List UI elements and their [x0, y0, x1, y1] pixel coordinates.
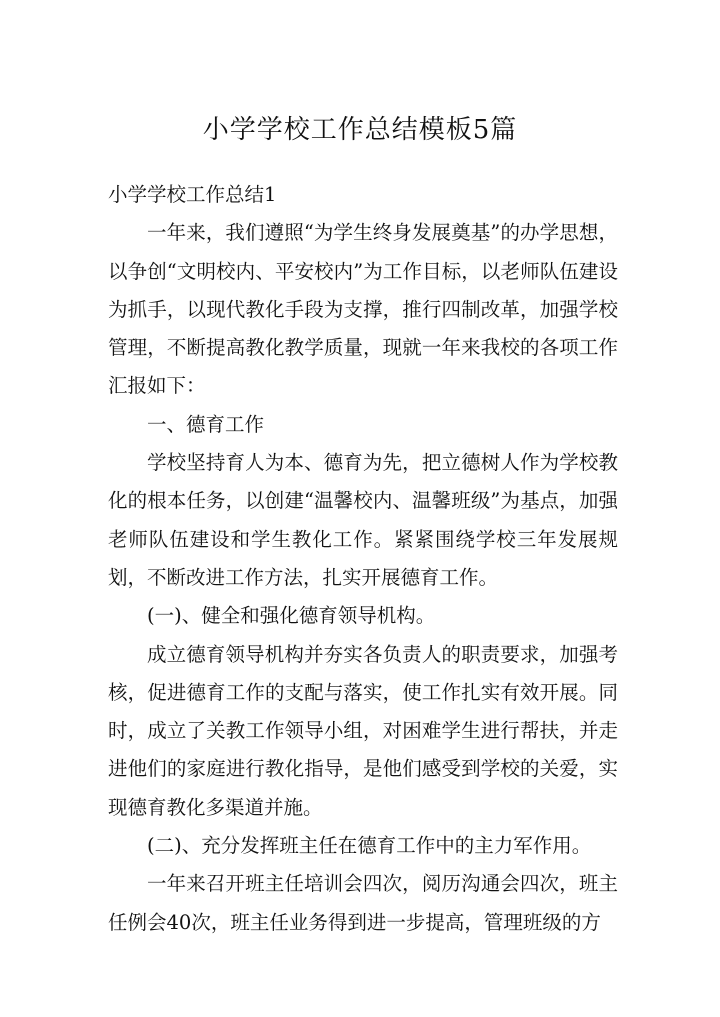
item-heading-2: (二)、充分发挥班主任在德育工作中的主力军作用。	[147, 834, 592, 858]
document-title: 小学学校工作总结模板5篇	[202, 115, 518, 145]
section-heading: 小学学校工作总结1	[108, 183, 277, 206]
paragraph-head-teachers: 一年来召开班主任培训会四次，阅历沟通会四次，班主任例会40次，班主任业务得到进一步提高，管理班级的方	[108, 872, 618, 934]
item-heading-1: (一)、健全和强化德育领导机构。	[147, 604, 436, 628]
subsection-heading-moral-education: 一、德育工作	[147, 412, 265, 436]
document-body	[108, 176, 618, 942]
paragraph-moral-education: 学校坚持育人为本、德育为先，把立德树人作为学校教化的根本任务，以创建“温馨校内、温馨班级”为基点，加强老师队伍建设和学生教化工作。紧紧围绕学校三年发展规划，不断改进工作方法，扎实开展德育工作。	[108, 451, 618, 589]
paragraph-intro: 一年来，我们遵照“为学生终身发展奠基”的办学思想，以争创“文明校内、平安校内”为工作目标，以老师队伍建设为抓手，以现代教化手段为支撑，推行四制改革，加强学校管理，不断提高教化教学质量，现就一年来我校的各项工作汇报如下：	[108, 221, 618, 398]
paragraph-leadership: 成立德育领导机构并夯实各负责人的职责要求，加强考核，促进德育工作的支配与落实，使工作扎实有效开展。同时，成立了关教工作领导小组，对困难学生进行帮扶，并走进他们的家庭进行教化指导，是他们感受到学校的关爱，实现德育教化多渠道并施。	[108, 642, 618, 819]
